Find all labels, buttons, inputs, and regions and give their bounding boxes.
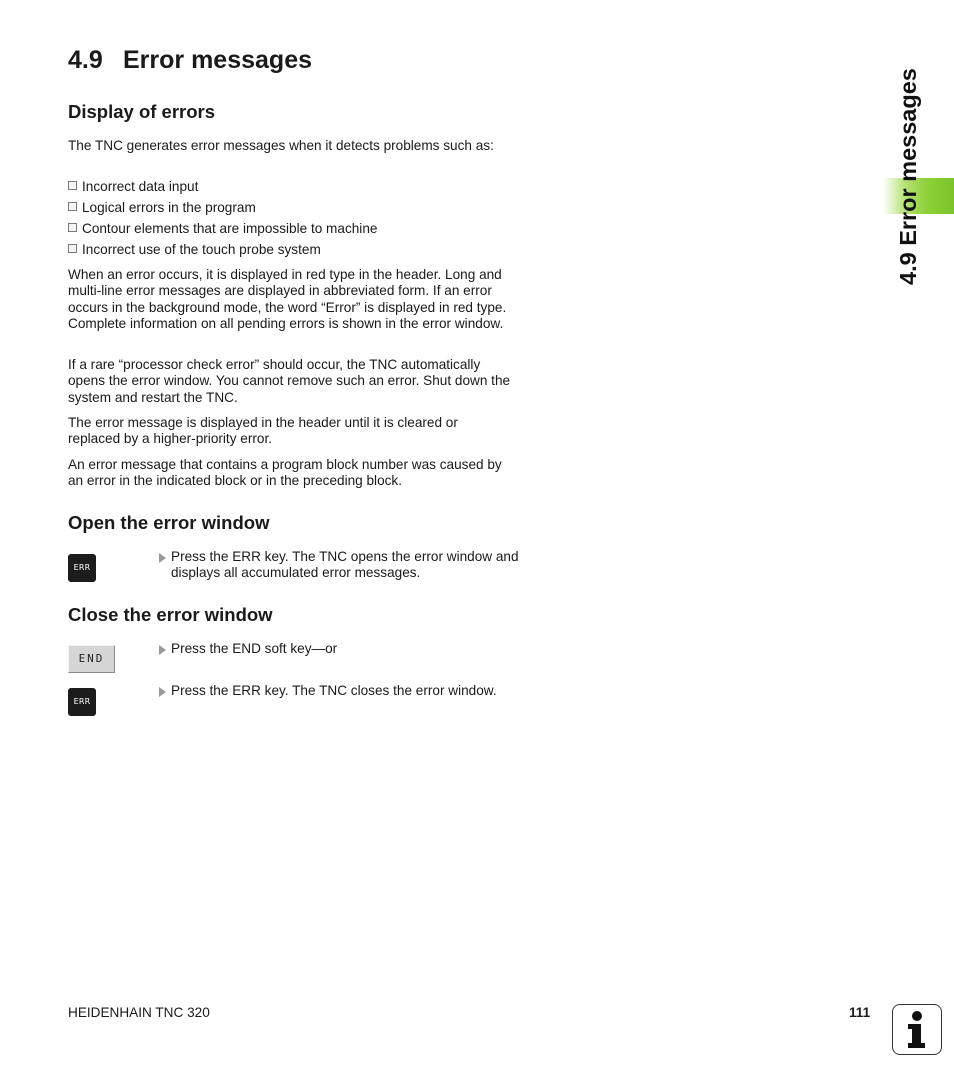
body-paragraph: When an error occurs, it is displayed in red type in the header. Long and multi-line error messages are displayed in abbreviated form. If an error occurs in the background mode, the word “Error” is displayed in red type. Complete information on all pending errors is shown in the error window. xyxy=(68,267,507,331)
bullet-square-icon xyxy=(68,202,77,211)
err-key-icon: ERR xyxy=(68,554,96,582)
arrow-right-icon xyxy=(159,553,166,563)
body-paragraph: An error message that contains a program block number was caused by an error in the indicated block or in the preceding block. xyxy=(68,457,502,489)
arrow-right-icon xyxy=(159,687,166,697)
page-title xyxy=(68,46,312,75)
section-title: Error messages xyxy=(123,46,313,74)
info-icon xyxy=(892,1004,942,1055)
arrow-right-icon xyxy=(159,645,166,655)
end-softkey-icon: END xyxy=(68,645,115,673)
page-number: 111 xyxy=(849,1005,871,1020)
list-item: Logical errors in the program xyxy=(68,200,256,216)
display-errors-heading: Display of errors xyxy=(68,101,216,122)
open-step: Press the ERR key. The TNC opens the error window and displays all accumulated error messages. xyxy=(159,549,519,582)
side-chapter-title: 4.9 Error messages xyxy=(895,68,921,285)
intro-paragraph: The TNC generates error messages when it detects problems such as: xyxy=(68,138,494,153)
err-key-icon: ERR xyxy=(68,688,96,716)
footer-manual-name: HEIDENHAIN TNC 320 xyxy=(68,1005,210,1020)
list-item: Incorrect use of the touch probe system xyxy=(68,242,321,258)
close-step-2: Press the ERR key. The TNC closes the error window. xyxy=(159,683,519,699)
open-window-heading: Open the error window xyxy=(68,512,270,533)
info-glyph xyxy=(893,1005,940,1053)
list-item: Contour elements that are impossible to machine xyxy=(68,221,377,237)
bullet-square-icon xyxy=(68,181,77,190)
list-item: Incorrect data input xyxy=(68,179,198,195)
body-paragraph: If a rare “processor check error” should occur, the TNC automatically opens the error window. You cannot remove such an error. Shut down the system and restart the TNC. xyxy=(68,357,511,405)
close-step-1: Press the END soft key—or xyxy=(159,641,519,657)
close-window-heading: Close the error window xyxy=(68,604,273,625)
bullet-square-icon xyxy=(68,223,77,232)
bullet-square-icon xyxy=(68,244,77,253)
section-number: 4.9 xyxy=(68,46,103,74)
body-paragraph: The error message is displayed in the header until it is cleared or replaced by a higher-priority error. xyxy=(68,415,458,447)
